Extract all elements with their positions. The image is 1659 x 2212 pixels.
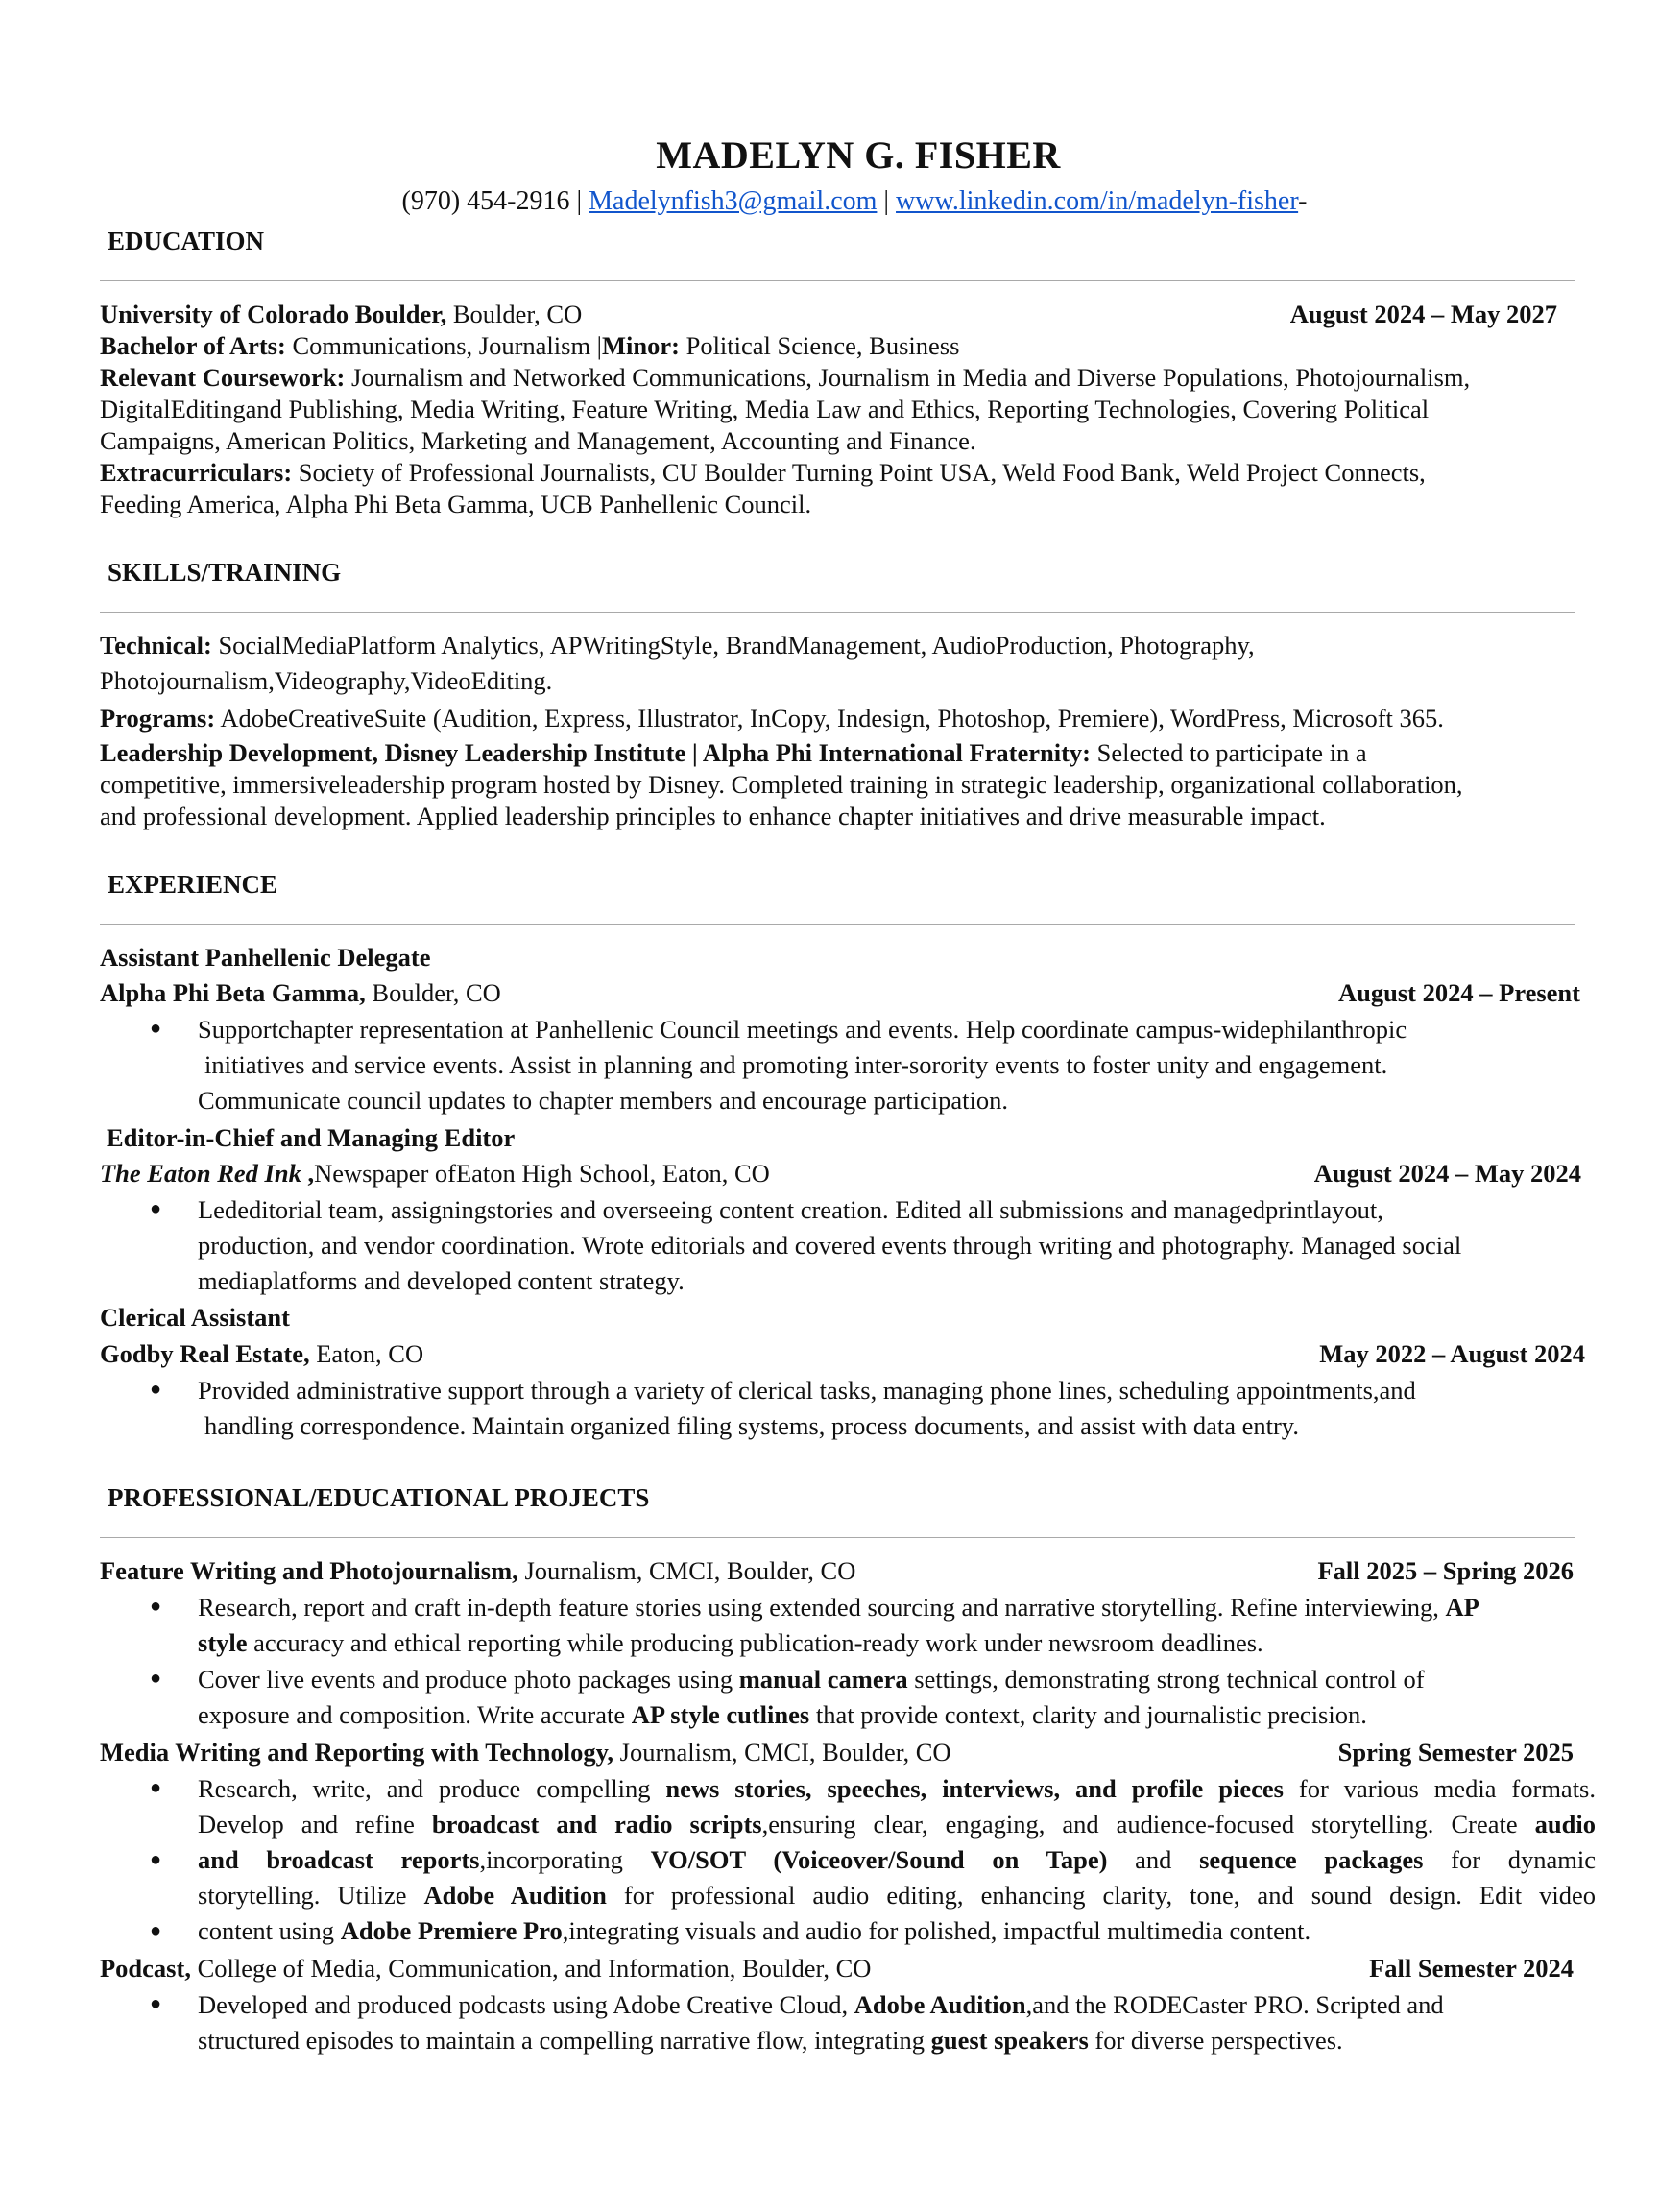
project-text: for dynamic [1423, 1845, 1596, 1874]
project-highlight: guest speakers [930, 2026, 1089, 2055]
project-text: for various media formats. [1283, 1774, 1596, 1803]
school-name: University of Colorado Boulder, [100, 300, 447, 328]
project-text: exposure and composition. Write accurate [198, 1700, 632, 1729]
project-highlight: AP [1445, 1593, 1479, 1622]
bullet-icon: ● [150, 1379, 162, 1400]
project-text: ,incorporating [479, 1845, 651, 1874]
project-description [198, 2026, 1343, 2056]
job-description: initiatives and service events. Assist in planning and promoting inter-sorority events to foster unity and engagement. [204, 1050, 1388, 1079]
project-location: College of Media, Communication, and Information, Boulder, CO [190, 1954, 872, 1983]
job-title [107, 1123, 515, 1153]
school-location: Boulder, CO [446, 300, 583, 328]
project-text: Developed and produced podcasts using Adobe Creative Cloud, [198, 1990, 854, 2019]
project-text: Develop and refine [198, 1810, 432, 1839]
coursework-text: DigitalEditingand Publishing, Media Writing, Feature Writing, Media Law and Ethics, Reporting Technologies, Covering Political [100, 395, 1430, 423]
project-location: Journalism, CMCI, Boulder, CO [517, 1556, 856, 1585]
trailing-dash: - [1298, 186, 1308, 216]
technical-text: SocialMediaPlatform Analytics, APWritingStyle, BrandManagement, AudioProduction, Photography, [211, 631, 1255, 660]
section-divider [100, 924, 1575, 925]
job-org-line [100, 1159, 770, 1189]
project-highlight: manual camera [738, 1665, 908, 1694]
contact-line [0, 186, 1659, 217]
job-org: The Eaton Red Ink [100, 1159, 301, 1188]
project-text: ,integrating visuals and audio for polished, impactful multimedia content. [562, 1916, 1311, 1945]
phone-number: (970) 454-2916 [401, 186, 570, 216]
project-highlight: and broadcast reports [198, 1845, 480, 1874]
project-location: Journalism, CMCI, Boulder, CO [613, 1738, 951, 1767]
degree-label: Bachelor of Arts: [100, 331, 286, 360]
school-line [100, 300, 582, 329]
job-title [100, 943, 430, 973]
section-divider [100, 612, 1575, 613]
job-org-line [100, 1339, 423, 1369]
project-highlight: VO/SOT (Voiceover/Sound on Tape) [650, 1845, 1108, 1874]
job-org: Alpha Phi Beta Gamma, [100, 978, 366, 1007]
project-text: settings, demonstrating strong technical control of [907, 1665, 1425, 1694]
programs-line [100, 704, 1444, 733]
project-title: Podcast, [100, 1954, 191, 1983]
project-dates: Fall 2025 – Spring 2026 [1317, 1556, 1574, 1585]
email-link[interactable]: Madelynfish3@gmail.com [589, 186, 878, 216]
project-highlight: audio [1534, 1810, 1596, 1839]
linkedin-link[interactable]: www.linkedin.com/in/madelyn-fisher [896, 186, 1299, 216]
project-text: Research, write, and produce compelling [198, 1774, 666, 1803]
project-text: ,and the RODECaster PRO. Scripted and [1025, 1990, 1444, 2019]
project-highlight: broadcast and radio scripts [431, 1810, 762, 1839]
job-org: Godby Real Estate, [100, 1339, 310, 1368]
job-dates: August 2024 – May 2024 [1313, 1159, 1581, 1188]
leadership-text: Selected to participate in a [1091, 738, 1367, 767]
degree-value: Communications, Journalism | [285, 331, 602, 360]
job-dates: August 2024 – Present [1338, 978, 1580, 1007]
project-text: Research, report and craft in-depth feature stories using extended sourcing and narrative storytelling. Refine interviewing, [198, 1593, 1446, 1622]
job-location: Eaton, CO [309, 1339, 424, 1368]
job-description: Communicate council updates to chapter members and encourage participation. [198, 1086, 1009, 1115]
section-heading-experience: EXPERIENCE [108, 870, 278, 899]
bullet-icon: ● [150, 1596, 162, 1617]
bullet-icon: ● [150, 1018, 162, 1039]
project-text: structured episodes to maintain a compelling narrative flow, integrating [198, 2026, 931, 2055]
separator: | [569, 186, 589, 216]
section-divider [100, 1537, 1575, 1538]
project-description [198, 1665, 1425, 1695]
project-dates: Spring Semester 2025 [1337, 1738, 1574, 1767]
project-description [198, 1774, 1596, 1804]
programs-label: Programs: [100, 704, 216, 733]
bullet-icon: ● [150, 1198, 162, 1219]
education-dates: August 2024 – May 2027 [1289, 300, 1557, 328]
separator: | [877, 186, 897, 216]
job-location: Newspaper ofEaton High School, Eaton, CO [314, 1159, 770, 1188]
job-description: Supportchapter representation at Panhellenic Council meetings and events. Help coordinate campus-widephilanthropic [198, 1015, 1407, 1044]
section-heading-skills: SKILLS/TRAINING [108, 558, 342, 587]
project-title-line [100, 1954, 871, 1984]
project-title-line [100, 1556, 855, 1586]
extracurriculars-text: Feeding America, Alpha Phi Beta Gamma, UCB Panhellenic Council. [100, 490, 812, 518]
extracurriculars-text: Society of Professional Journalists, CU Boulder Turning Point USA, Weld Food Bank, Weld Project Connects, [292, 458, 1426, 487]
job-org-line [100, 978, 501, 1008]
leadership-text: competitive, immersiveleadership program hosted by Disney. Completed training in strategic leadership, organizational collaboration, [100, 770, 1463, 799]
project-description [198, 1628, 1263, 1658]
bullet-icon: ● [150, 1668, 162, 1689]
job-title [100, 1303, 290, 1333]
extracurriculars-label: Extracurriculars: [100, 458, 293, 487]
job-description: handling correspondence. Maintain organized filing systems, process documents, and assist with data entry. [204, 1411, 1299, 1440]
coursework-text: Campaigns, American Politics, Marketing and Management, Accounting and Finance. [100, 426, 976, 455]
bullet-icon: ● [150, 1920, 162, 1941]
bullet-icon: ● [150, 1993, 162, 2014]
leadership-label: Leadership Development, Disney Leadership Institute | Alpha Phi International Fraternity: [100, 738, 1091, 767]
project-highlight: sequence packages [1199, 1845, 1424, 1874]
project-text: that provide context, clarity and journalistic precision. [809, 1700, 1367, 1729]
project-text: Cover live events and produce photo packages using [198, 1665, 739, 1694]
project-highlight: AP style cutlines [631, 1700, 810, 1729]
project-text: for diverse perspectives. [1088, 2026, 1343, 2055]
job-description: Provided administrative support through a variety of clerical tasks, managing phone lines, scheduling appointments,and [198, 1376, 1416, 1405]
bullet-icon: ● [150, 1849, 162, 1870]
minor-value: Political Science, Business [679, 331, 960, 360]
project-description [198, 1881, 1596, 1911]
project-title-line [100, 1738, 951, 1767]
project-dates: Fall Semester 2024 [1369, 1954, 1574, 1983]
project-highlight: Adobe Audition [854, 1990, 1026, 2019]
job-title-text: Clerical Assistant [100, 1303, 290, 1332]
project-description [198, 1700, 1367, 1730]
project-description [198, 1916, 1310, 1946]
project-highlight: news stories, speeches, interviews, and profile pieces [665, 1774, 1284, 1803]
project-text: for professional audio editing, enhancing clarity, tone, and sound design. Edit video [606, 1881, 1597, 1910]
job-description: production, and vendor coordination. Wrote editorials and covered events through writing and photography. Managed social [198, 1231, 1462, 1260]
project-highlight: style [198, 1628, 248, 1657]
project-text: and [1107, 1845, 1200, 1874]
job-title-text: Assistant Panhellenic Delegate [100, 943, 431, 972]
project-text: ,ensuring clear, engaging, and audience-focused storytelling. Create [761, 1810, 1535, 1839]
project-highlight: Adobe Premiere Pro [340, 1916, 563, 1945]
coursework-text: Journalism and Networked Communications, Journalism in Media and Diverse Populations, Photojournalism, [345, 363, 1471, 392]
extracurriculars-line [100, 458, 1426, 488]
coursework-label: Relevant Coursework: [100, 363, 346, 392]
technical-skills-line [100, 631, 1255, 661]
project-text: content using [198, 1916, 341, 1945]
project-text: accuracy and ethical reporting while producing publication-ready work under newsroom deadlines. [247, 1628, 1263, 1657]
section-divider [100, 280, 1575, 281]
job-dates: May 2022 – August 2024 [1319, 1339, 1585, 1368]
project-title: Feature Writing and Photojournalism, [100, 1556, 518, 1585]
coursework-line [100, 363, 1470, 393]
technical-label: Technical: [100, 631, 212, 660]
programs-text: AdobeCreativeSuite (Audition, Express, Illustrator, InCopy, Indesign, Photoshop, Premiere), WordPress, Microsoft 365. [215, 704, 1444, 733]
section-heading-education: EDUCATION [108, 227, 265, 255]
project-text: storytelling. Utilize [198, 1881, 424, 1910]
section-heading-projects: PROFESSIONAL/EDUCATIONAL PROJECTS [108, 1483, 650, 1512]
leadership-line [100, 738, 1367, 768]
project-description [198, 1845, 1596, 1875]
leadership-text: and professional development. Applied leadership principles to enhance chapter initiatives and drive measurable impact. [100, 802, 1326, 830]
org-comma: , [301, 1159, 315, 1188]
project-highlight: Adobe Audition [423, 1881, 607, 1910]
technical-text: Photojournalism,Videography,VideoEditing. [100, 666, 553, 695]
project-description [198, 1990, 1444, 2020]
job-description: Lededitorial team, assigningstories and overseeing content creation. Edited all submissions and managedprintlayout, [198, 1195, 1383, 1224]
candidate-name: MADELYN G. FISHER [656, 133, 1061, 177]
project-title: Media Writing and Reporting with Technology, [100, 1738, 613, 1767]
minor-label: Minor: [602, 331, 680, 360]
project-description [198, 1593, 1479, 1623]
job-title-text: Editor-in-Chief and Managing Editor [107, 1123, 516, 1152]
degree-line [100, 331, 959, 361]
bullet-icon: ● [150, 1777, 162, 1798]
job-location: Boulder, CO [365, 978, 501, 1007]
job-description: mediaplatforms and developed content strategy. [198, 1266, 685, 1295]
project-description [198, 1810, 1596, 1839]
